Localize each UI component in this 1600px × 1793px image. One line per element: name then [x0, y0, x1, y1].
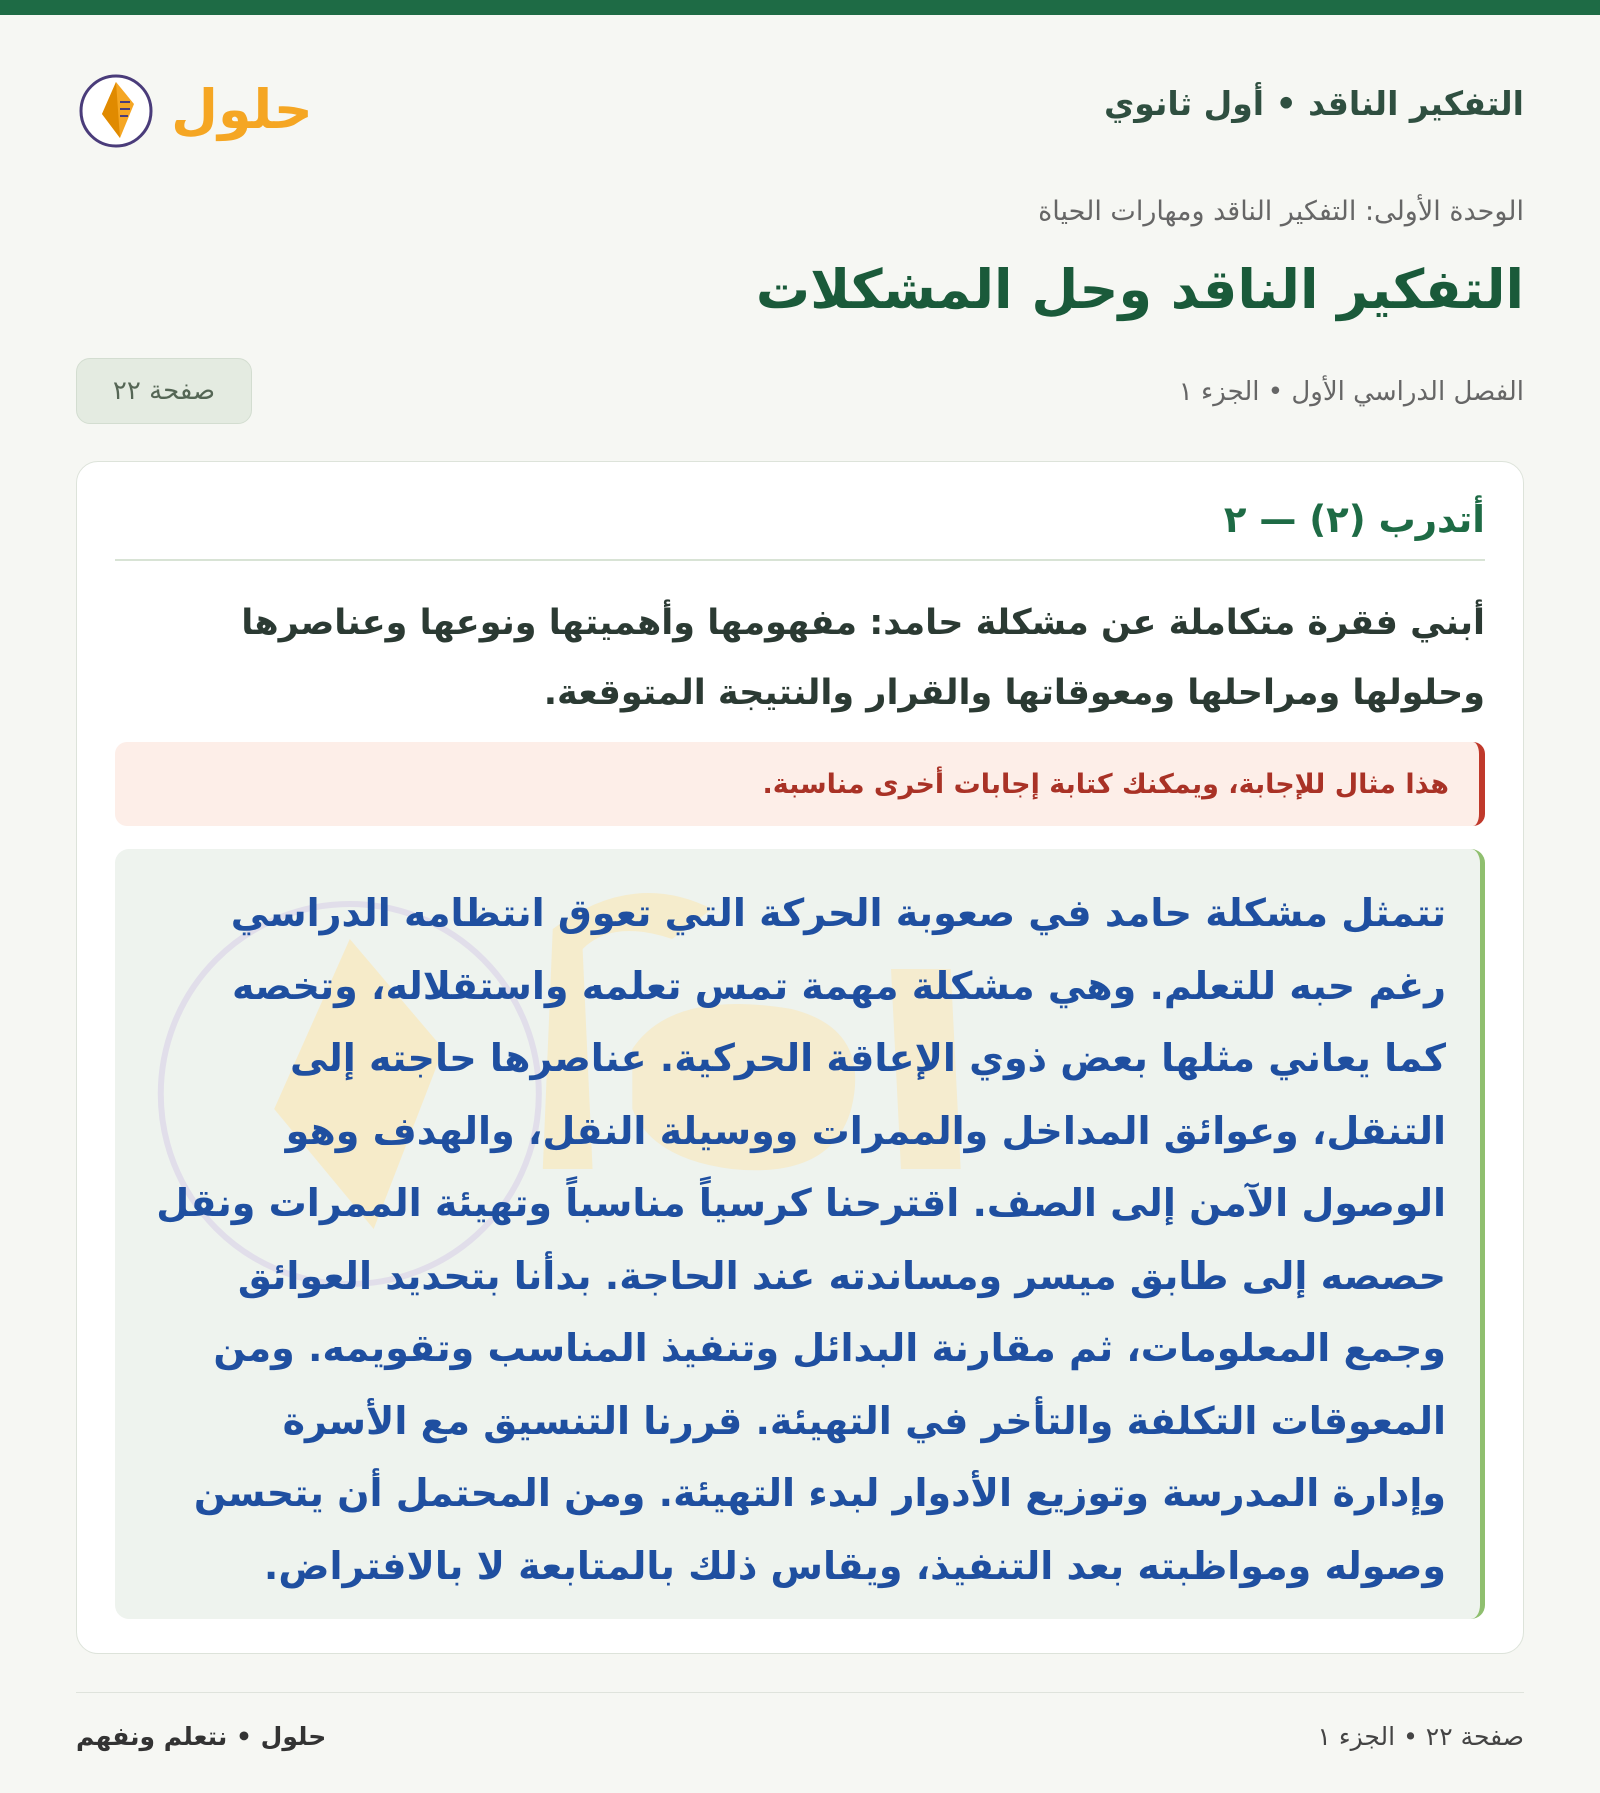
logo-icon — [76, 56, 336, 156]
answer-line: حصصه إلى طابق ميسر ومساندته عند الحاجة. بدأنا بتحديد العوائق — [237, 1253, 1446, 1298]
answer-line: المعوقات التكلفة والتأخر في التهيئة. قررنا التنسيق مع الأسرة — [282, 1398, 1446, 1443]
answer-line: وصوله ومواظبته بعد التنفيذ، ويقاس ذلك بالمتابعة لا بالافتراض. — [263, 1543, 1446, 1588]
answer-box — [115, 849, 1485, 1619]
footer-divider — [76, 1692, 1524, 1693]
divider — [115, 559, 1485, 561]
page-title: التفكير الناقد وحل المشكلات — [755, 258, 1524, 321]
answer-line: رغم حبه للتعلم. وهي مشكلة مهمة تمس تعلمه واستقلاله، وتخصه — [232, 963, 1446, 1008]
footer-brand: حلول • نتعلم ونفهم — [76, 1722, 327, 1751]
course-title: التفكير الناقد • أول ثانوي — [1104, 84, 1524, 123]
answer-line: التنقل، وعوائق المداخل والممرات ووسيلة النقل، والهدف وهو — [285, 1108, 1446, 1153]
answer-text — [115, 849, 1480, 1602]
answer-line: وجمع المعلومات، ثم مقارنة البدائل وتنفيذ المناسب وتقويمه. ومن — [213, 1326, 1446, 1370]
answer-note — [115, 742, 1485, 826]
answer-note-text: هذا مثال للإجابة، ويمكنك كتابة إجابات أخرى مناسبة. — [762, 768, 1449, 800]
exercise-question: أبني فقرة متكاملة عن مشكلة حامد: مفهومها وأهميتها ونوعها وعناصرها وحلولها ومراحلها ومعوقاتها والقرار والنتيجة المتوقعة. — [241, 603, 1485, 713]
page-header — [76, 56, 1524, 156]
exercise-card — [76, 461, 1524, 1654]
page-number-badge: صفحة ٢٢ — [76, 358, 252, 424]
svg-text:حلول: حلول — [171, 78, 313, 141]
answer-line: وإدارة المدرسة وتوزيع الأدوار لبدء التهيئة. ومن المحتمل أن يتحسن — [193, 1471, 1446, 1515]
answer-line: الوصول الآمن إلى الصف. اقترحنا كرسياً مناسباً وتهيئة الممرات ونقل — [156, 1181, 1446, 1225]
answer-line: تتمثل مشكلة حامد في صعوبة الحركة التي تعوق انتظامه الدراسي — [230, 891, 1446, 935]
top-accent-bar — [0, 0, 1600, 15]
hulul-logo[interactable] — [76, 56, 336, 156]
exercise-heading: أتدرب (٢) — ٢ — [1223, 498, 1485, 541]
breadcrumb: الوحدة الأولى: التفكير الناقد ومهارات الحياة — [1038, 196, 1524, 227]
answer-line: كما يعاني مثلها بعض ذوي الإعاقة الحركية. عناصرها حاجته إلى — [290, 1036, 1446, 1080]
footer-page-info: صفحة ٢٢ • الجزء ١ — [1317, 1722, 1524, 1751]
term-part-info: الفصل الدراسي الأول • الجزء ١ — [1178, 377, 1524, 407]
